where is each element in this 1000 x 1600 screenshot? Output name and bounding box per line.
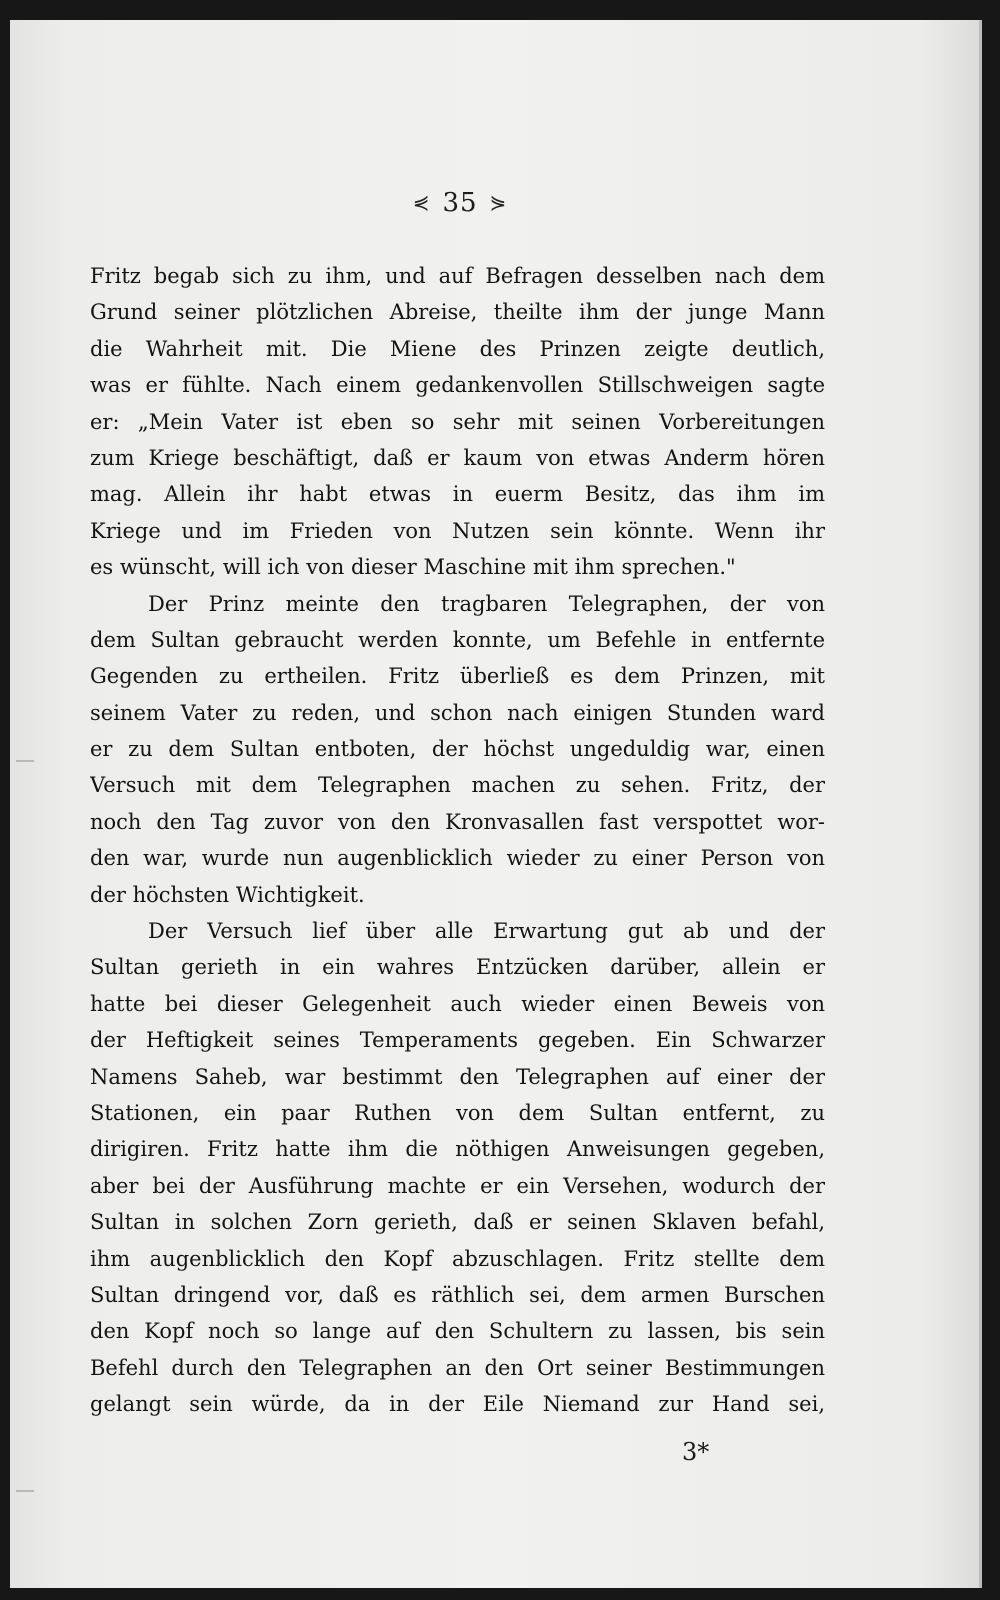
signature-mark: 3* (682, 1438, 710, 1466)
text-line: Stationen, ein paar Ruthen von dem Sultan entfernt, zu (90, 1100, 825, 1125)
text-line: der Heftigkeit seines Temperaments gegeben. Ein Schwarzer (90, 1028, 825, 1053)
text-line: den Kopf noch so lange auf den Schultern zu lassen, bis sein (90, 1319, 825, 1344)
text-line: Fritz begab sich zu ihm, und auf Befragen desselben nach dem (90, 264, 825, 288)
text-line: den war, wurde nun augenblicklich wieder zu einer Person von (90, 846, 825, 871)
text-line: es wünscht, will ich von dieser Maschine mit ihm sprechen." (90, 555, 736, 580)
text-line: hatte bei dieser Gelegenheit auch wieder einen Beweis von (90, 991, 825, 1016)
text-line: noch den Tag zuvor von den Kronvasallen fast verspottet wor- (90, 809, 825, 834)
text-line: Kriege und im Frieden von Nutzen sein könnte. Wenn ihr (90, 518, 825, 543)
text-line: er zu dem Sultan entboten, der höchst ungeduldig war, einen (90, 737, 825, 762)
text-line: dirigiren. Fritz hatte ihm die nöthigen Anweisungen gegeben, (90, 1137, 825, 1162)
text-line: aber bei der Ausführung machte er ein Versehen, wodurch der (90, 1173, 825, 1198)
text-line: gelangt sein würde, da in der Eile Niemand zur Hand sei, (90, 1392, 825, 1417)
text-line: Gegenden zu ertheilen. Fritz überließ es dem Prinzen, mit (90, 664, 825, 689)
margin-mark (16, 1490, 34, 1492)
text-line: mag. Allein ihr habt etwas in euerm Besitz, das ihm im (90, 482, 825, 507)
text-line: der höchsten Wichtigkeit. (90, 882, 365, 907)
text-line: Grund seiner plötzlichen Abreise, theilte ihm der junge Mann (90, 300, 825, 325)
page-number: 35 (442, 188, 478, 218)
text-line: zum Kriege beschäftigt, daß er kaum von etwas Anderm hören (90, 445, 825, 470)
book-page (10, 20, 982, 1588)
text-line: dem Sultan gebraucht werden konnte, um Befehle in entfernte (90, 627, 825, 652)
text-line: Namens Saheb, war bestimmt den Telegraphen auf einer der (90, 1064, 825, 1089)
right-ornament: ⋟ (489, 190, 508, 214)
text-line: Sultan gerieth in ein wahres Entzücken darüber, allein er (90, 955, 825, 980)
text-line: Befehl durch den Telegraphen an den Ort seiner Bestimmungen (90, 1355, 825, 1380)
text-line: was er fühlte. Nach einem gedankenvollen Stillschweigen sagte (90, 373, 825, 398)
text-line: Sultan dringend vor, daß es räthlich sei, dem armen Burschen (90, 1282, 825, 1307)
text-line: Sultan in solchen Zorn gerieth, daß er seinen Sklaven befahl, (90, 1210, 825, 1235)
body-text (90, 258, 825, 1423)
text-line: seinem Vater zu reden, und schon nach einigen Stunden ward (90, 700, 825, 725)
margin-mark (16, 760, 34, 762)
text-line: ihm augenblicklich den Kopf abzuschlagen. Fritz stellte dem (90, 1246, 825, 1271)
text-line: Der Versuch lief über alle Erwartung gut ab und der (148, 919, 825, 944)
page-header (10, 188, 910, 218)
text-line: die Wahrheit mit. Die Miene des Prinzen zeigte deutlich, (90, 336, 825, 361)
text-line: er: „Mein Vater ist eben so sehr mit seinen Vorbereitungen (90, 409, 825, 434)
left-ornament: ⋞ (412, 190, 431, 214)
text-line: Versuch mit dem Telegraphen machen zu sehen. Fritz, der (90, 773, 825, 798)
text-line: Der Prinz meinte den tragbaren Telegraphen, der von (148, 591, 825, 616)
